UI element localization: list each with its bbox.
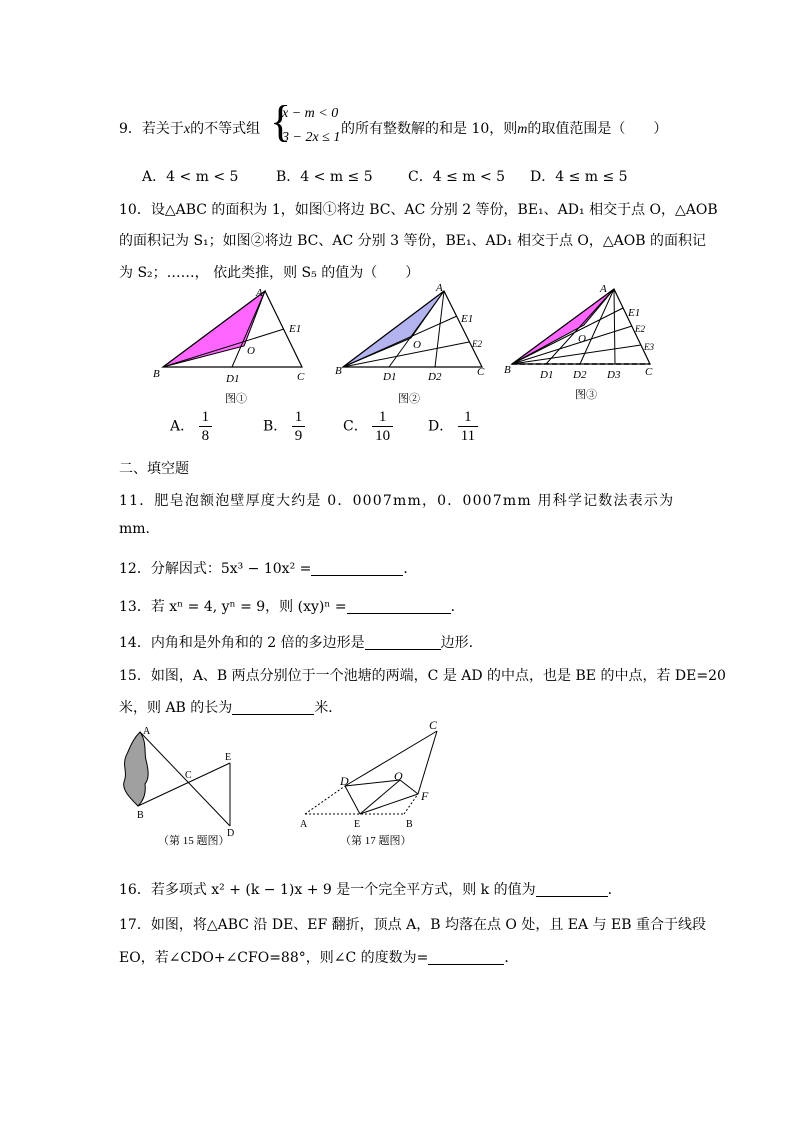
q15-answer-blank[interactable]	[232, 700, 314, 715]
fig3-caption: 图③	[575, 389, 597, 401]
fig3-label-e2: E2	[635, 324, 645, 334]
fig17-label-o: O	[394, 769, 403, 783]
fig17-label-c: C	[429, 718, 438, 732]
fig1-label-b: B	[153, 368, 160, 380]
fig3-ad3	[614, 289, 615, 364]
q10-option-d-num: 1	[458, 408, 478, 427]
q15-line1: 15．如图，A、B 两点分别位于一个池塘的两端，C 是 AD 的中点，也是 BE 的中点，若 DE=20	[119, 668, 726, 684]
q10-line1: 10．设△ABC 的面积为 1，如图①将边 BC、AC 分别 2 等份，BE₁、AD₁ 相交于点 O，△AOB	[119, 202, 718, 218]
fig2-label-e2: E2	[472, 339, 482, 349]
q12-answer-blank[interactable]	[311, 561, 403, 576]
fig3-label-b: B	[504, 364, 511, 376]
fig3-label-e1: E1	[628, 307, 641, 319]
figure-2	[335, 282, 485, 405]
q10-option-a-letter: A．	[170, 418, 195, 435]
q10-option-a-num: 1	[199, 408, 213, 427]
fig17-label-e: E	[354, 819, 361, 830]
q10-figures	[0, 280, 794, 410]
q10-line2: 的面积记为 S₁；如图②将边 BC、AC 分别 3 等份，BE₁、AD₁ 相交于点 O，△AOB 的面积记	[119, 233, 706, 249]
fig3-ad1	[546, 289, 614, 364]
figure-3	[504, 283, 654, 401]
fig15-label-a: A	[143, 726, 151, 737]
figure-15	[124, 726, 235, 847]
q15-line2a: 米，则 AB 的长为	[119, 700, 233, 716]
fig17-label-f: F	[421, 789, 429, 803]
fig15-line-be	[138, 763, 230, 806]
q12-text: 12．分解因式：5x³ − 10x² =	[119, 561, 312, 577]
fig2-label-e1: E1	[461, 313, 474, 325]
fig1-label-e1: E1	[289, 323, 302, 335]
q17-line2a: EO，若∠CDO+∠CFO=88°，则∠C 的度数为=	[119, 950, 429, 966]
figure-1	[153, 287, 305, 405]
fig17-caption: （第 17 题图）	[340, 835, 412, 847]
q9-option-b: B．4 < m ≤ 5	[276, 169, 373, 185]
q13-line	[119, 596, 465, 616]
fig17-bf-dotted	[404, 794, 418, 814]
fig17-label-b: B	[406, 819, 413, 830]
q16-text: 16．若多项式 x² + (k − 1)x + 9 是一个完全平方式，则 k 的值为	[119, 882, 536, 898]
q16-line	[119, 879, 622, 899]
fig15-label-c: C	[185, 770, 192, 781]
fig2-label-d2: D2	[428, 371, 442, 383]
fig1-caption: 图①	[225, 393, 247, 405]
q10-option-d-letter: D．	[428, 418, 454, 435]
fig2-label-c: C	[477, 366, 485, 378]
fig17-label-d: D	[340, 774, 349, 788]
fig2-caption: 图②	[398, 393, 420, 405]
q10-option-b-den: 9	[294, 428, 303, 444]
q9-ineq1: x − m < 0	[282, 106, 339, 121]
q10-option-b	[263, 408, 305, 445]
q17-line2b: ．	[504, 950, 519, 966]
q10-option-a	[170, 408, 212, 445]
fig15-label-e: E	[225, 752, 232, 763]
fig3-label-d1: D1	[540, 369, 554, 381]
q15-q17-figures	[0, 715, 794, 850]
q9-option-d: D．4 ≤ m ≤ 5	[530, 169, 628, 185]
q13-answer-blank[interactable]	[347, 599, 451, 614]
q9-after: 的所有整数解的和是 10，则	[341, 121, 518, 137]
fig2-label-b: B	[335, 365, 342, 377]
q10-option-a-fraction	[199, 408, 213, 445]
fig1-label-a: A	[256, 287, 263, 299]
q9-after-line	[341, 118, 667, 138]
q10-option-c	[343, 408, 393, 445]
fig2-label-o: O	[413, 339, 421, 351]
fig1-label-d1: D1	[226, 373, 240, 385]
q10-option-d-fraction	[458, 408, 478, 445]
q9-mid: 的不等式组	[190, 121, 261, 137]
q13-text: 13．若 xⁿ = 4, yⁿ = 9，则 (xy)ⁿ =	[119, 599, 347, 615]
q9-ineq2: 3 − 2x ≤ 1	[282, 130, 341, 145]
section-heading: 二、填空题	[119, 461, 189, 477]
fig2-label-a: A	[436, 282, 443, 294]
q13-end: ．	[450, 599, 465, 615]
fig3-label-e3: E3	[644, 342, 654, 352]
q9-brace: {	[270, 97, 292, 146]
fig17-de	[345, 786, 360, 814]
q14-end: 边形.	[440, 635, 474, 651]
fig17-ad-dotted	[305, 786, 345, 814]
q10-option-d-den: 11	[460, 428, 476, 444]
fig15-label-d: D	[227, 828, 235, 839]
fig17-eo	[360, 780, 400, 814]
q10-option-c-den: 10	[375, 428, 391, 444]
fig1-label-c: C	[297, 371, 305, 383]
q17-line2	[119, 947, 518, 967]
figure-17	[300, 718, 438, 847]
q11-line1: 11．肥皂泡额泡壁厚度大约是 0．0007mm，0．0007mm 用科学记数法表示为	[119, 493, 675, 509]
q9-var-x: x	[183, 122, 191, 137]
fig2-label-d1: D1	[383, 371, 397, 383]
q9-line	[119, 118, 260, 138]
q10-option-c-letter: C．	[343, 418, 368, 435]
fig15-caption: （第 15 题图）	[158, 835, 230, 847]
fig3-ad2	[580, 289, 614, 364]
q10-line3: 为 S₂；……， 依此类推，则 S₅ 的值为（ ）	[119, 265, 420, 281]
q10-option-a-den: 8	[201, 428, 210, 444]
q16-answer-blank[interactable]	[536, 882, 608, 897]
q10-option-b-letter: B．	[263, 418, 288, 435]
q9-intro: 9．若关于	[119, 121, 184, 137]
q9-option-a: A．4 < m < 5	[142, 169, 239, 185]
q12-end: ．	[403, 561, 418, 577]
q9-var-m: m	[517, 122, 528, 137]
q17-answer-blank[interactable]	[428, 950, 504, 965]
fig15-label-b: B	[137, 810, 144, 821]
q9-tail: 的取值范围是（ ）	[527, 121, 668, 137]
fig3-label-o: O	[578, 333, 586, 345]
q10-option-c-fraction	[372, 408, 393, 445]
fig17-label-a: A	[300, 819, 308, 830]
fig1-label-o: O	[247, 345, 255, 357]
fig3-label-d3: D3	[607, 369, 621, 381]
q10-option-b-fraction	[292, 408, 306, 445]
fig3-label-d2: D2	[573, 369, 587, 381]
q14-text: 14．内角和是外角和的 2 倍的多边形是	[119, 635, 365, 651]
fig17-ef	[360, 794, 418, 814]
q17-line1: 17．如图，将△ABC 沿 DE、EF 翻折，顶点 A，B 均落在点 O 处，且 EA 与 EB 重合于线段	[119, 917, 706, 933]
q16-end: ．	[607, 882, 622, 898]
q15-line2b: 米．	[314, 700, 343, 716]
fig3-label-a: A	[600, 283, 607, 295]
q12-line	[119, 558, 417, 578]
q14-answer-blank[interactable]	[365, 635, 441, 650]
pond-shape	[124, 732, 148, 806]
q10-option-c-num: 1	[372, 408, 393, 427]
q10-option-b-num: 1	[292, 408, 306, 427]
q9-option-c: C．4 ≤ m < 5	[408, 169, 506, 185]
fig3-label-c: C	[645, 366, 653, 378]
q14-line	[119, 632, 473, 652]
q10-option-d	[428, 408, 478, 445]
q11-line2: mm.	[119, 521, 151, 537]
fig17-of	[400, 780, 418, 794]
q15-line2	[119, 697, 342, 717]
